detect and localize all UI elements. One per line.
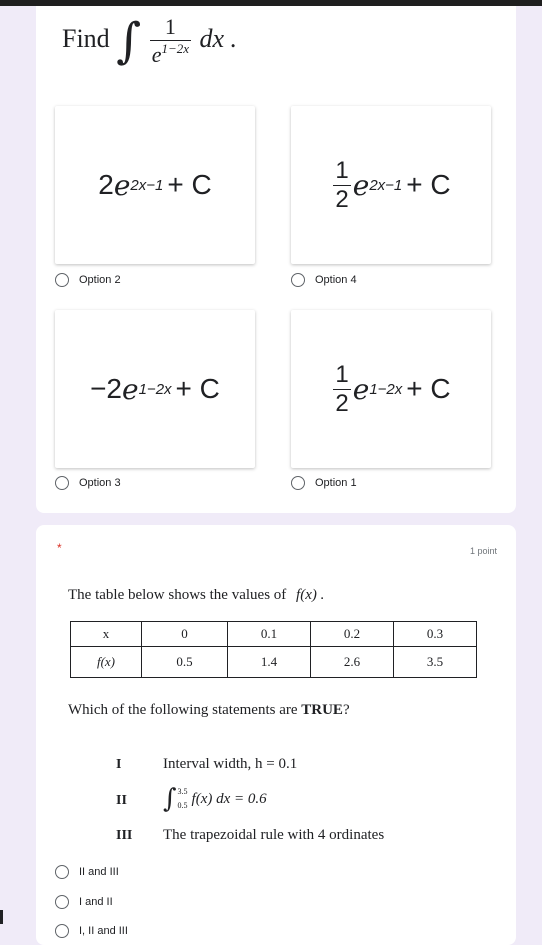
title-prefix: Find <box>62 23 110 53</box>
statement-roman: I <box>116 757 122 772</box>
table-cell: 0.5 <box>142 647 228 678</box>
title-suffix: dx . <box>199 23 238 53</box>
choice-i-ii[interactable] <box>55 895 113 909</box>
upper-limit: 3.5 <box>177 787 188 796</box>
table-cell: 3.5 <box>394 647 477 678</box>
coef-den: 2 <box>335 389 349 417</box>
coef-num: 1 <box>335 360 349 388</box>
option-image-3[interactable] <box>55 310 255 468</box>
base: e <box>122 372 139 406</box>
option-expression <box>55 106 255 264</box>
intro-fx: f(x) . <box>296 587 325 603</box>
statement-integral <box>163 784 267 814</box>
table-row <box>71 647 477 678</box>
option-image-2[interactable] <box>55 106 255 264</box>
table-intro <box>68 587 324 604</box>
tail: + C <box>406 169 451 200</box>
statement-roman: III <box>116 828 133 843</box>
radio-circle[interactable] <box>55 865 69 879</box>
exponent: 1−2x <box>369 380 403 398</box>
coef: −2 <box>90 373 123 404</box>
table-cell: 0 <box>142 622 228 647</box>
radio-option-4[interactable] <box>291 273 357 287</box>
tail: + C <box>167 169 212 200</box>
denominator-base: e <box>151 42 162 67</box>
table-cell: x <box>71 622 142 647</box>
lower-limit: 0.5 <box>177 801 188 810</box>
radio-option-3[interactable] <box>55 476 121 490</box>
radio-label: Option 2 <box>79 274 121 286</box>
radio-circle[interactable] <box>55 895 69 909</box>
exponent: 1−2x <box>138 380 172 398</box>
tail: + C <box>175 373 220 404</box>
option-expression <box>291 310 491 468</box>
radio-circle[interactable] <box>55 476 69 490</box>
choice-ii-iii[interactable] <box>55 865 119 879</box>
table-cell: 0.3 <box>394 622 477 647</box>
integral-sign: ∫ <box>116 13 142 69</box>
integral-text: f(x) dx = 0.6 <box>191 790 267 807</box>
option-image-4[interactable] <box>291 106 491 264</box>
radio-circle[interactable] <box>55 273 69 287</box>
radio-option-2[interactable] <box>55 273 121 287</box>
prompt-bold: TRUE <box>301 702 343 718</box>
table-cell: f(x) <box>71 647 142 678</box>
statement-text: The trapezoidal rule with 4 ordinates <box>163 827 385 843</box>
radio-label: Option 1 <box>315 477 357 489</box>
scroll-edge-marker <box>0 910 3 924</box>
points-label: 1 point <box>469 546 497 556</box>
choice-label: II and III <box>79 866 119 878</box>
integral-sign: ∫ <box>163 784 177 814</box>
option-expression <box>291 106 491 264</box>
coef-num: 1 <box>335 156 349 184</box>
prompt-end: ? <box>342 702 350 718</box>
prompt-text: Which of the following statements are <box>68 702 298 718</box>
required-marker: * <box>57 541 62 555</box>
values-table <box>70 621 477 678</box>
radio-circle[interactable] <box>291 476 305 490</box>
radio-option-1[interactable] <box>291 476 357 490</box>
integral-limits <box>178 785 188 813</box>
fraction-numerator: 1 <box>164 14 176 39</box>
denominator-exponent: 1−2x <box>161 41 190 56</box>
base: e <box>113 168 131 202</box>
exponent: 2x−1 <box>130 176 164 194</box>
option-expression <box>55 310 255 468</box>
tail: + C <box>406 373 451 404</box>
question-title <box>62 14 237 68</box>
statement-roman: II <box>116 793 127 808</box>
option-image-1[interactable] <box>291 310 491 468</box>
table-cell: 0.2 <box>311 622 394 647</box>
exponent: 2x−1 <box>369 176 403 194</box>
intro-text: The table below shows the values of <box>68 587 287 603</box>
question-prompt <box>68 702 350 719</box>
table-cell: 0.1 <box>228 622 311 647</box>
base: e <box>352 372 370 406</box>
radio-label: Option 3 <box>79 477 121 489</box>
base: e <box>352 168 370 202</box>
choice-label: I, II and III <box>79 925 128 937</box>
coef-fraction <box>333 157 350 214</box>
radio-label: Option 4 <box>315 274 357 286</box>
title-fraction <box>150 14 191 68</box>
coef-den: 2 <box>335 185 349 213</box>
choice-label: I and II <box>79 896 113 908</box>
table-cell: 1.4 <box>228 647 311 678</box>
radio-circle[interactable] <box>291 273 305 287</box>
statement-text: Interval width, h = 0.1 <box>163 756 298 772</box>
fraction-denominator <box>150 40 191 68</box>
coef: 2 <box>98 169 114 200</box>
table-row <box>71 622 477 647</box>
table-cell: 2.6 <box>311 647 394 678</box>
coef-fraction <box>333 361 350 418</box>
